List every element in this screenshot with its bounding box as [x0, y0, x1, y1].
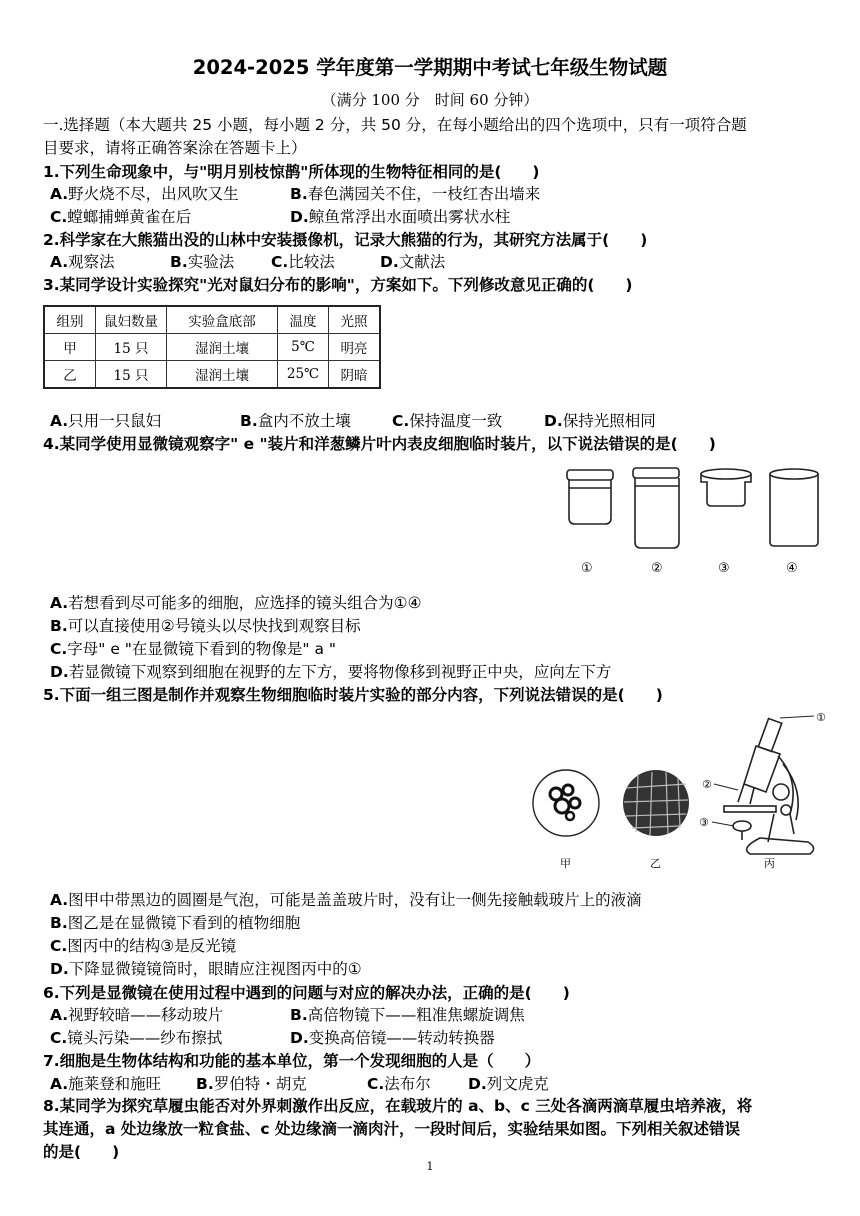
question-7-stem: 7.细胞是生物体结构和功能的基本单位，第一个发现细胞的人是（ ）: [43, 1052, 541, 1070]
fig-label-yi: 乙: [650, 857, 661, 870]
lens-label-1: ①: [581, 561, 593, 576]
table-cell: 湿润土壤: [167, 334, 278, 361]
q6-option-b: B.高倍物镜下——粗准焦螺旋调焦: [290, 1006, 525, 1024]
q1-option-d: D.鲸鱼常浮出水面喷出雾状水柱: [290, 208, 511, 226]
question-8-stem-line2: 其连通，a 处边缘放一粒食盐、c 处边缘滴一滴肉汁，一段时间后，实验结果如图。下列相关叙述错误: [43, 1120, 740, 1138]
q5-option-a: A.图甲中带黑边的圆圈是气泡，可能是盖盖玻片时，没有让一侧先接触载玻片上的液滴: [50, 891, 642, 909]
question-2-stem: 2.科学家在大熊猫出没的山林中安装摄像机，记录大熊猫的行为，其研究方法属于( ): [43, 231, 648, 249]
q3-option-c: C.保持温度一致: [392, 412, 503, 430]
q2-option-c: C.比较法: [271, 253, 335, 271]
microscope-figure: [528, 710, 828, 880]
table-cell: 明亮: [329, 334, 381, 361]
question-6-stem: 6.下列是显微镜在使用过程中遇到的问题与对应的解决办法，正确的是( ): [43, 984, 570, 1002]
part-label-2: ②: [702, 778, 712, 791]
lens-2-icon: [633, 468, 679, 548]
fig-label-bing: 丙: [764, 857, 775, 870]
lens-label-4: ④: [786, 561, 798, 576]
table-cell: 5℃: [278, 334, 329, 361]
part-label-3: ③: [699, 816, 709, 829]
q2-option-d: D.文献法: [380, 253, 446, 271]
table-cell: 25℃: [278, 361, 329, 389]
q7-option-b: B.罗伯特・胡克: [196, 1075, 307, 1093]
q1-option-a: A.野火烧不尽，出风吹又生: [50, 185, 239, 203]
page-title: 2024-2025 学年度第一学期期中考试七年级生物试题: [192, 56, 668, 79]
bubble-view-icon: [533, 770, 599, 836]
table-header-cell: 组别: [44, 306, 96, 334]
q4-option-a: A.若想看到尽可能多的细胞，应选择的镜头组合为①④: [50, 594, 422, 612]
q1-option-b: B.春色满园关不住，一枝红杏出墙来: [290, 185, 541, 203]
q6-option-a: A.视野较暗——移动玻片: [50, 1006, 224, 1024]
q5-option-b: B.图乙是在显微镜下看到的植物细胞: [50, 914, 301, 932]
table-cell: 15 只: [96, 361, 167, 389]
q3-option-a: A.只用一只鼠妇: [50, 412, 162, 430]
q4-option-d: D.若显微镜下观察到细胞在视野的左下方，要将物像移到视野正中央，应向左下方: [50, 663, 612, 681]
lens-figure: [555, 462, 825, 582]
question-5-stem: 5.下面一组三图是制作并观察生物细胞临时装片实验的部分内容，下列说法错误的是( ): [43, 686, 663, 704]
q1-option-c: C.螳螂捕蝉黄雀在后: [50, 208, 192, 226]
table-cell: 甲: [44, 334, 96, 361]
experiment-table: [43, 305, 381, 389]
table-cell: 15 只: [96, 334, 167, 361]
table-cell: 湿润土壤: [167, 361, 278, 389]
fig-label-jia: 甲: [560, 857, 571, 870]
q3-option-d: D.保持光照相同: [544, 412, 656, 430]
section-instructions-line1: 一.选择题（本大题共 25 小题，每小题 2 分，共 50 分，在每小题给出的四个选项中，只有一项符合题: [43, 116, 747, 134]
q6-option-c: C.镜头污染——纱布擦拭: [50, 1029, 223, 1047]
q5-option-c: C.图丙中的结构③是反光镜: [50, 937, 237, 955]
lens-1-icon: [567, 470, 613, 524]
q7-option-d: D.列文虎克: [468, 1075, 549, 1093]
table-header-cell: 温度: [278, 306, 329, 334]
table-header-cell: 鼠妇数量: [96, 306, 167, 334]
question-1-stem: 1.下列生命现象中，与"明月别枝惊鹊"所体现的生物特征相同的是( ): [43, 163, 540, 181]
table-header-row: [44, 306, 380, 334]
q5-option-d: D.下降显微镜镜筒时，眼睛应注视图丙中的①: [50, 960, 362, 978]
q6-option-d: D.变换高倍镜——转动转换器: [290, 1029, 495, 1047]
lens-label-2: ②: [651, 561, 663, 576]
table-header-cell: 光照: [329, 306, 381, 334]
question-3-stem: 3.某同学设计实验探究"光对鼠妇分布的影响"，方案如下。下列修改意见正确的( ): [43, 276, 633, 294]
lens-4-icon: [770, 469, 818, 546]
q2-option-a: A.观察法: [50, 253, 115, 271]
exam-info: （满分 100 分 时间 60 分钟）: [321, 91, 539, 109]
question-8-stem-line1: 8.某同学为探究草履虫能否对外界刺激作出反应，在载玻片的 a、b、c 三处各滴两滴草履虫培养液，将: [43, 1097, 753, 1115]
page-number: 1: [426, 1160, 434, 1173]
part-label-1: ①: [816, 711, 826, 724]
q7-option-a: A.施莱登和施旺: [50, 1075, 162, 1093]
table-header-cell: 实验盒底部: [167, 306, 278, 334]
lens-3-icon: [701, 469, 751, 506]
q4-option-b: B.可以直接使用②号镜头以尽快找到观察目标: [50, 617, 361, 635]
plant-cells-view-icon: [623, 770, 689, 836]
table-cell: 乙: [44, 361, 96, 389]
microscope-icon: [724, 719, 814, 854]
table-cell: 阴暗: [329, 361, 381, 389]
section-instructions-line2: 目要求，请将正确答案涂在答题卡上）: [43, 139, 307, 157]
table-row: [44, 334, 380, 361]
q2-option-b: B.实验法: [170, 253, 235, 271]
question-4-stem: 4.某同学使用显微镜观察字" e "装片和洋葱鳞片叶内表皮细胞临时装片，以下说法错误的是( ): [43, 435, 716, 453]
lens-label-3: ③: [718, 561, 730, 576]
q7-option-c: C.法布尔: [367, 1075, 431, 1093]
table-row: [44, 361, 380, 389]
question-8-stem-line3: 的是( ): [43, 1143, 120, 1161]
q3-option-b: B.盒内不放土壤: [240, 412, 351, 430]
q4-option-c: C.字母" e "在显微镜下看到的物像是" a ": [50, 640, 337, 658]
